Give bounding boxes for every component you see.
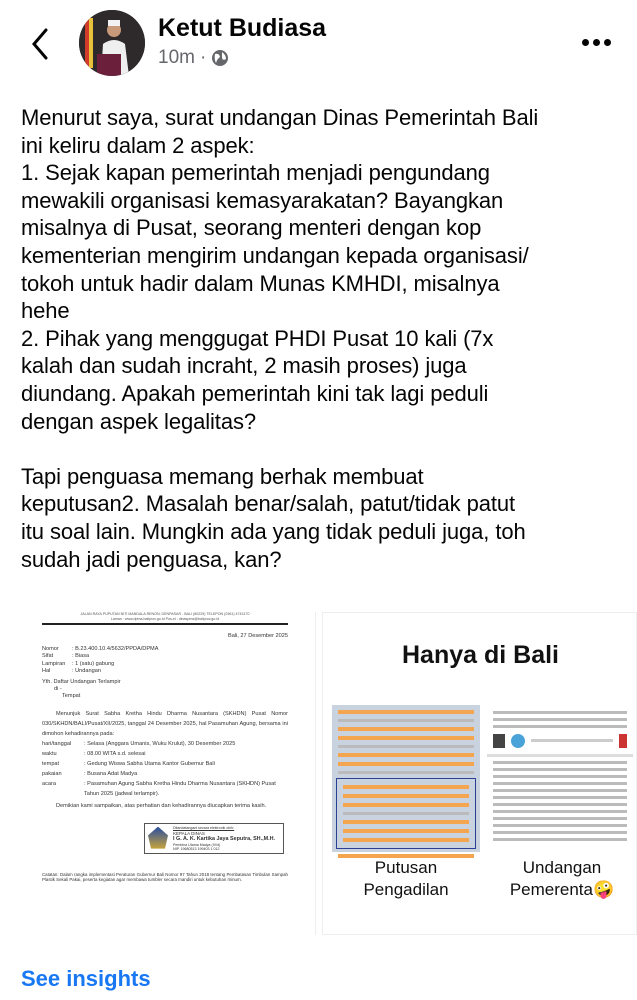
letter-recipient-place: Tempat — [62, 693, 81, 700]
letter-detail — [42, 739, 288, 749]
post-line: kalah dan sudah incraht, 2 masih proses) juga — [21, 353, 467, 379]
zany-face-emoji-icon: 🤪 — [593, 880, 615, 899]
letter-date: Bali, 27 Desember 2025 — [227, 633, 288, 639]
sig-role: KEPALA DINAS — [173, 831, 205, 837]
letter-note: Catatan: Dalam rangka implementasi Peraturan Gubernur Bali Nomor 97 Tahun 2018 tentang Pembatasan Timbulan Sampah Plastik Sekali Pakai, peserta kegiatan agar membawa tumbler secara mandiri untuk kebutuhan minum. — [42, 871, 288, 882]
letter-field — [42, 646, 288, 653]
detail-value: : Gedung Wiswa Sabha Utama Kantor Gubernur Bali — [84, 760, 215, 767]
caption-line: Pengadilan — [363, 880, 449, 899]
detail-label: acara — [42, 780, 56, 787]
court-decision-photo — [332, 705, 480, 852]
field-value: : 1 (satu) gabung — [72, 660, 115, 667]
globe-icon — [211, 49, 229, 67]
author-name[interactable]: Ketut Budiasa — [158, 14, 327, 42]
detail-value: : Selasa (Anggara Umanis, Wuku Krulut), 30 Desember 2025 — [84, 740, 236, 747]
avatar[interactable] — [79, 10, 145, 76]
post-header — [0, 0, 637, 90]
invitation-letter-image[interactable] — [0, 612, 316, 935]
letter-field — [42, 653, 288, 660]
sig-nip: NIP. 19680513 199403 1 012 — [173, 846, 220, 851]
signature-box — [144, 823, 284, 854]
meme-image[interactable] — [322, 612, 637, 935]
post-line: dengan aspek legalitas? — [21, 408, 256, 434]
letter-detail — [42, 749, 288, 759]
post-line: 1. Sejak kapan pemerintah menjadi pengundang — [21, 160, 490, 186]
detail-label: hari/tanggal — [42, 740, 72, 747]
letter-contact: Laman : www.dpma.baliprov.go.id Pos-el : dinaspma@baliprov.go.id — [110, 616, 220, 621]
post-line: kementerian mengirim undangan kepada organisasi/ — [21, 242, 529, 268]
field-label: Lampiran — [42, 660, 66, 667]
letter-detail — [42, 779, 288, 799]
post-line: tokoh untuk hadir dalam Munas KMHDI, misalnya — [21, 270, 500, 296]
more-options-button[interactable] — [582, 34, 616, 50]
letter-field — [42, 661, 288, 668]
post-line: keputusan2. Masalah benar/salah, patut/tidak patut — [21, 491, 516, 517]
letter-detail — [42, 769, 288, 779]
field-label: Sifat — [42, 653, 54, 660]
separator: · — [199, 47, 207, 68]
sig-name: I G. A. K. Kartika Jaya Seputra, SH.,M.H. — [173, 836, 275, 843]
letter-closing: Demikian kami sampaikan, atas perhatian dan kehadirannya diucapkan terima kasih. — [56, 802, 267, 809]
caption-line: Putusan — [374, 858, 438, 877]
detail-label: waktu — [42, 750, 57, 757]
field-label: Hal — [42, 667, 51, 674]
field-value: : B.23.400.10.4/5632/PPDA/DPMA — [72, 646, 159, 653]
sig-note: Ditandatangani secara elektronik oleh: — [173, 825, 235, 830]
field-label: Nomor — [42, 646, 59, 653]
letter-body: Menunjuk Surat Sabha Kretha Hindu Dharma Nusantara (SKHDN) Pusat Nomor 030/SKHDN/BALI/Pusat/XII/2025, tanggal 24 Desember 2025, hal Pasamuhan Agung, bersama ini dimohon kehadirannya pada: — [42, 710, 288, 737]
post-meta — [158, 47, 229, 69]
more-icon — [582, 39, 589, 46]
invitation-list-photo — [487, 705, 633, 852]
post-line: mewakili organisasi kemasyarakatan? Bayangkan — [21, 187, 504, 213]
post-line: 2. Pihak yang menggugat PHDI Pusat 10 kali (7x — [21, 325, 494, 351]
see-insights-link[interactable]: See insights — [21, 966, 151, 991]
post-line: Tapi penguasa memang berhak membuat — [21, 463, 424, 489]
detail-label: pakaian — [42, 770, 62, 777]
post-line: itu soal lain. Mungkin ada yang tidak peduli juga, toh — [21, 518, 526, 544]
left-caption — [332, 857, 480, 901]
field-value: : Biasa — [72, 653, 90, 660]
detail-value: : Busana Adat Madya — [84, 770, 138, 777]
right-caption — [487, 857, 637, 901]
back-chevron-icon[interactable] — [26, 24, 56, 64]
detail-value: : Pasamuhan Agung Sabha Kretha Hindu Dharma Nusantara (SKHDN) Pusat Tahun 2025 (jadwal terlampir). — [84, 780, 276, 797]
post-line: misalnya di Pusat, seorang menteri dengan kop — [21, 215, 482, 241]
post-line — [21, 435, 631, 463]
letter-detail — [42, 759, 288, 769]
post-line: diundang. Apakah pemerintah kini tak lagi peduli — [21, 380, 489, 406]
bali-province-logo — [148, 827, 168, 849]
caption-line: Pemerenta — [509, 880, 593, 899]
letter-recipient-di: di - — [54, 686, 62, 693]
post-time[interactable]: 10m — [158, 47, 195, 68]
detail-value: : 08.00 WITA s.d. selesai — [84, 750, 146, 757]
divider — [42, 623, 288, 625]
meme-title: Hanya di Bali — [402, 641, 559, 669]
field-value: : Undangan — [72, 667, 101, 674]
sig-rank: Pembina Utama Madya (IV/d) — [173, 842, 221, 847]
post-line: Menurut saya, surat undangan Dinas Pemerintah Bali — [21, 105, 539, 130]
letter-recipient: Yth. Daftar Undangan Terlampir — [42, 679, 121, 686]
post-line: sudah jadi penguasa, kan? — [21, 546, 282, 572]
letter-field — [42, 668, 288, 675]
post-line: ini keliru dalam 2 aspek: — [21, 132, 255, 158]
letter-address: JALAN RAYA PUPUTAN NITI MANDALA RENON, DENPASAR - BALI (80225) TELEPON (0361) 4743170 — [80, 612, 250, 616]
caption-line: Undangan — [522, 858, 602, 877]
post-text — [21, 104, 631, 573]
detail-label: tempat — [42, 760, 60, 767]
post-line: hehe — [21, 298, 70, 324]
